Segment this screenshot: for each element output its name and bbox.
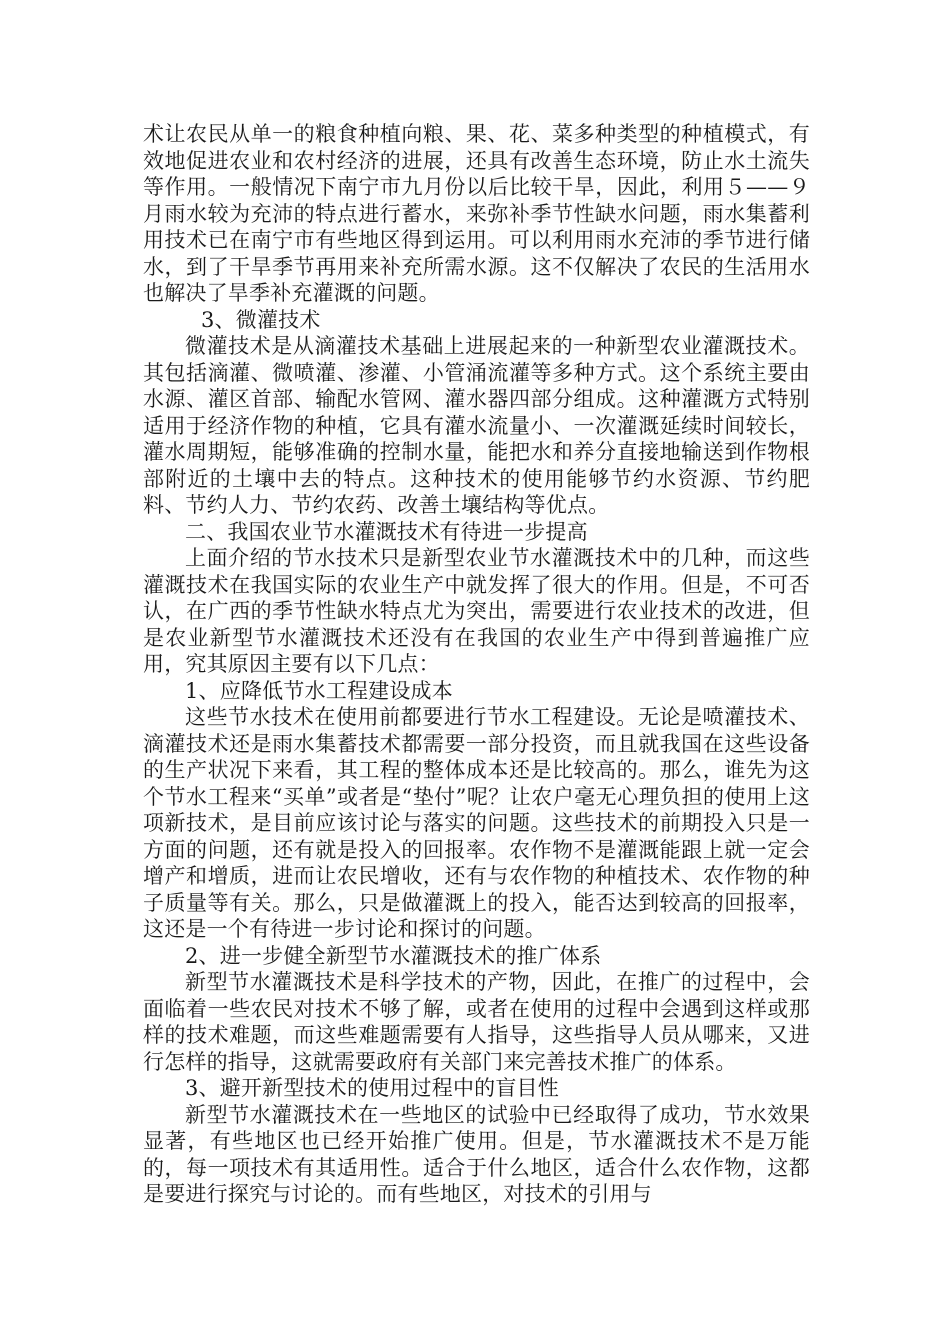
paragraph-section-two-intro: 上面介绍的节水技术只是新型农业节水灌溉技术中的几种，而这些灌溉技术在我国实际的农业生产中就发挥了很大的作用。但是，不可否认，在广西的季节性缺水特点尤为突出，需要进行农业技术的改进，但是农业新型节水灌溉技术还没有在我国的农业生产中得到普遍推广应用，究其原因主要有以下几点： — [143, 546, 810, 676]
heading-section-two: 二、我国农业节水灌溉技术有待进一步提高 — [185, 519, 588, 544]
paragraph-promotion-system: 新型节水灌溉技术是科学技术的产物，因此，在推广的过程中，会面临着一些农民对技术不够了解，或者在使用的过程中会遇到这样或那样的技术难题，而这些难题需要有人指导，这些指导人员从哪来，又进行怎样的指导，这就需要政府有关部门来完善技术推广的体系。 — [143, 970, 810, 1074]
heading-micro-irrigation: 3、微灌技术 — [201, 307, 321, 332]
heading-reduce-cost: 1、应降低节水工程建设成本 — [185, 678, 453, 703]
paragraph-avoid-blindness: 新型节水灌溉技术在一些地区的试验中已经取得了成功，节水效果显著，有些地区也已经开始推广使用。但是，节水灌溉技术不是万能的，每一项技术有其适用性。适合于什么地区，适合什么农作物，这都是要进行探究与讨论的。而有些地区，对技术的引用与 — [143, 1102, 810, 1206]
heading-promotion-system: 2、进一步健全新型节水灌溉技术的推广体系 — [185, 943, 602, 968]
heading-avoid-blindness: 3、避开新型技术的使用过程中的盲目性 — [185, 1076, 559, 1100]
paragraph-reduce-cost: 这些节水技术在使用前都要进行节水工程建设。无论是喷灌技术、滴灌技术还是雨水集蓄技术都需要一部分投资，而且就我国在这些设备的生产状况下来看，其工程的整体成本还是比较高的。那么，谁先为这个节水工程来“买单”或者是“垫付”呢？让农户毫无心理负担的使用上这项新技术，是目前应该讨论与落实的问题。这些技术的前期投入只是一方面的问题，还有就是投入的回报率。农作物不是灌溉能跟上就一定会增产和增质，进而让农民增收，还有与农作物的种植技术、农作物的种子质量等有关。那么，只是做灌溉上的投入，能否达到较高的回报率，这还是一个有待进一步讨论和探讨的问题。 — [143, 705, 810, 941]
document-page — [143, 121, 810, 1208]
paragraph-micro-irrigation: 微灌技术是从滴灌技术基础上进展起来的一种新型农业灌溉技术。其包括滴灌、微喷灌、渗灌、小管涌流灌等多种方式。这个系统主要由水源、灌区首部、输配水管网、灌水器四部分组成。这种灌溉方式特别适用于经济作物的种植，它具有灌水流量小、一次灌溉延续时间较长，灌水周期短，能够准确的控制水量，能把水和养分直接地输送到作物根部附近的土壤中去的特点。这种技术的使用能够节约水资源、节约肥料、节约人力、节约农药、改善土壤结构等优点。 — [143, 334, 810, 517]
paragraph-rainwater-harvesting-continued: 术让农民从单一的粮食种植向粮、果、花、菜多种类型的种植模式，有效地促进农业和农村经济的进展，还具有改善生态环境，防止水土流失等作用。一般情况下南宁市九月份以后比较干旱，因此，利用５——９月雨水较为充沛的特点进行蓄水，来弥补季节性缺水问题，雨水集蓄利用技术已在南宁市有些地区得到运用。可以利用雨水充沛的季节进行储水，到了干旱季节再用来补充所需水源。这不仅解决了农民的生活用水也解决了旱季补充灌溉的问题。 — [143, 122, 810, 305]
